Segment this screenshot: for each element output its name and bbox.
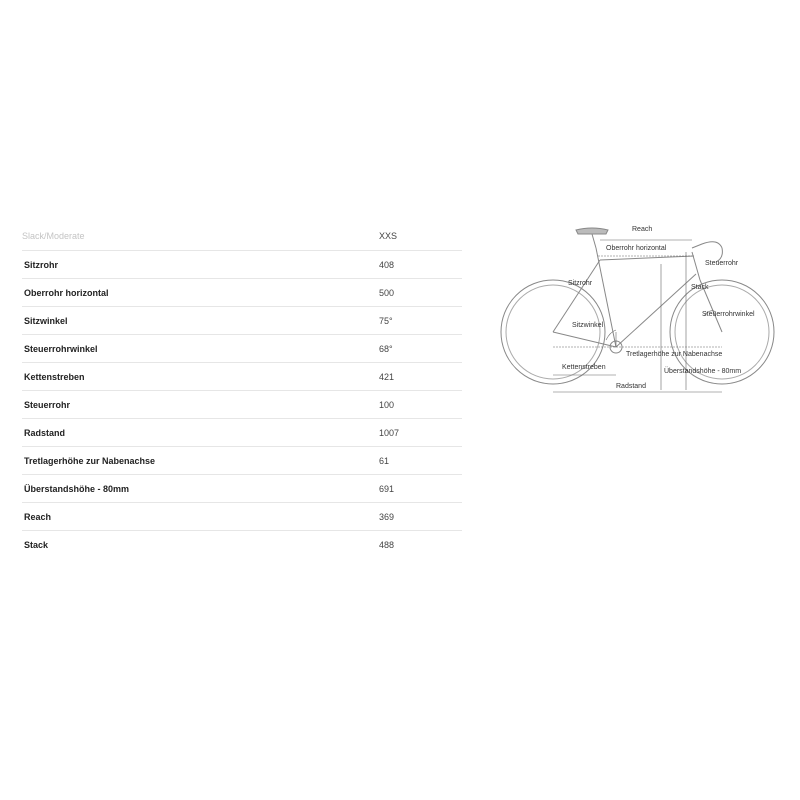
saddle [576, 228, 608, 234]
label-tretlager: Tretlagerhöhe zur Nabenachse [626, 351, 723, 358]
top-tube [600, 256, 694, 260]
row-value: 500 [379, 287, 395, 298]
table-row [22, 279, 462, 307]
table-row [22, 363, 462, 391]
table-row [22, 391, 462, 419]
row-label: Stack [24, 539, 49, 550]
header-size: XXS [379, 231, 398, 241]
label-sitzwinkel: Sitzwinkel [572, 322, 604, 329]
row-value: 1007 [379, 427, 400, 438]
row-value: 75° [379, 315, 393, 326]
row-value: 100 [379, 399, 395, 410]
row-label: Reach [24, 511, 52, 522]
row-label: Tretlagerhöhe zur Nabenachse [24, 455, 156, 466]
table-row [22, 447, 462, 475]
label-oberrohr: Oberrohr horizontal [606, 245, 667, 252]
row-label: Überstandshöhe - 80mm [24, 483, 130, 494]
table-row [22, 335, 462, 363]
table-row [22, 503, 462, 531]
row-label: Sitzrohr [24, 259, 59, 270]
head-tube [692, 252, 700, 280]
row-label: Sitzwinkel [24, 315, 68, 326]
label-reach: Reach [632, 226, 653, 233]
label-sitzrohr: Sitzrohr [568, 280, 593, 287]
header-label: Slack/Moderate [22, 231, 85, 241]
seat-tube [596, 248, 616, 347]
row-label: Kettenstreben [24, 371, 85, 382]
down-tube [616, 274, 696, 347]
label-kettenstreben: Kettenstreben [562, 364, 606, 371]
label-radstand: Radstand [616, 383, 646, 390]
stem-handlebar [692, 242, 722, 262]
row-label: Oberrohr horizontal [24, 287, 109, 298]
table-row [22, 531, 462, 558]
label-steuerrohrwinkel: Steuerrohrwinkel [702, 311, 755, 318]
row-value: 68° [379, 343, 393, 354]
bike-geometry-diagram [498, 212, 788, 402]
table-row [22, 475, 462, 503]
table-header [22, 222, 462, 251]
row-value: 61 [379, 455, 390, 466]
row-value: 421 [379, 371, 395, 382]
row-value: 691 [379, 483, 395, 494]
row-value: 369 [379, 511, 395, 522]
row-label: Steuerrohrwinkel [24, 343, 98, 354]
table-row [22, 307, 462, 335]
row-value: 488 [379, 539, 395, 550]
row-label: Steuerrohr [24, 399, 71, 410]
label-stack: Stack [691, 284, 709, 291]
seatpost [592, 234, 596, 248]
table-row [22, 419, 462, 447]
label-steuerrohr: Steuerrohr [705, 260, 739, 267]
table-row [22, 251, 462, 279]
row-value: 408 [379, 259, 395, 270]
row-label: Radstand [24, 427, 66, 438]
label-ueberstand: Überstandshöhe - 80mm [664, 368, 742, 375]
geometry-table [22, 222, 462, 558]
